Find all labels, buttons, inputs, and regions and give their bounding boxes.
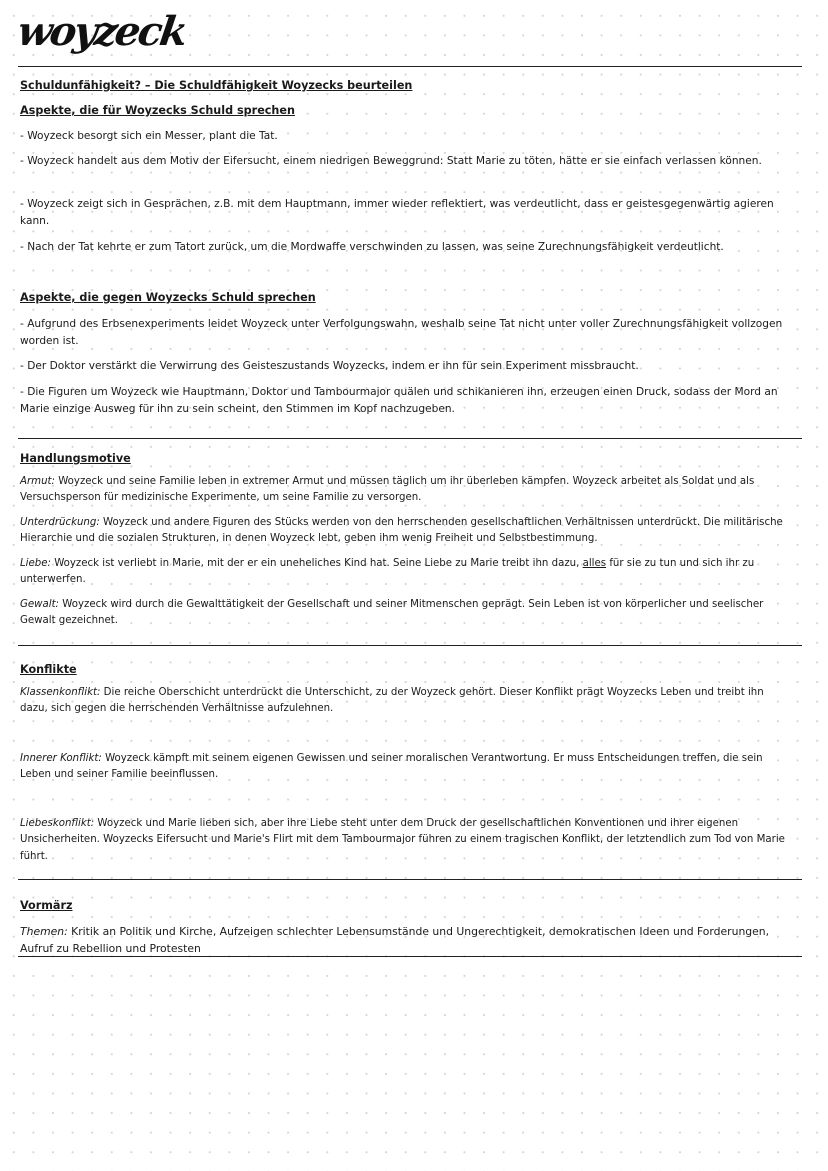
konflikt-label: Liebeskonflikt: bbox=[20, 818, 95, 829]
pro-aspects bbox=[20, 104, 786, 118]
contra-aspects bbox=[20, 291, 786, 305]
divider bbox=[18, 645, 802, 646]
contra-item: - Der Doktor verstärkt die Verwirrung des Geisteszustands Woyzecks, indem er ihn für sein Experiment missbraucht. bbox=[20, 360, 639, 372]
underlined-word: alles bbox=[582, 558, 607, 569]
vormaerz-themen: Themen: Kritik an Politik und Kirche, Aufzeigen schlechter Lebensumstände und Ungerechtigkeit, demokratischen Ideen und Forderungen, Aufruf zu Rebellion und Protesten bbox=[20, 925, 770, 955]
motiv-label: Unterdrückung: bbox=[20, 517, 100, 528]
divider bbox=[18, 956, 802, 957]
konflikt-label: Klassenkonflikt: bbox=[20, 687, 101, 698]
title-logo: woyzeck bbox=[14, 8, 189, 55]
vormaerz-heading: Vormärz bbox=[20, 899, 73, 912]
pro-item: - Nach der Tat kehrte er zum Tatort zurück, um die Mordwaffe verschwinden zu lassen, was seine Zurechnungsfähigkeit verdeutlicht. bbox=[20, 241, 724, 253]
motiv-label: Liebe: bbox=[20, 558, 51, 569]
konflikt-klassen: Klassenkonflikt: Die reiche Oberschicht unterdrückt die Unterschicht, zu der Woyzeck gehört. Dieser Konflikt prägt Woyzecks Leben und treibt ihn dazu, sich gegen die herrschenden Verhältnisse aufzulehnen. bbox=[20, 687, 764, 715]
motiv-label: Armut: bbox=[20, 476, 55, 487]
motive-heading: Handlungsmotive bbox=[20, 452, 131, 465]
contra-heading: Aspekte, die gegen Woyzecks Schuld sprechen bbox=[20, 291, 316, 304]
themen-label: Themen: bbox=[20, 925, 68, 938]
contra-item: - Aufgrund des Erbsenexperiments leidet Woyzeck unter Verfolgungswahn, weshalb seine Tat nicht unter voller Zurechnungsfähigkeit vollzogen worden ist. bbox=[20, 318, 783, 347]
motiv-unterdrueckung: Unterdrückung: Woyzeck und andere Figuren des Stücks werden von den herrschenden gesellschaftlichen Verhältnissen unterdrückt. Die militärische Hierarchie und die sozialen Strukturen, in denen Woyzeck lebt, geben ihm wenig Freiheit und Selbstbestimmung. bbox=[20, 517, 783, 545]
divider bbox=[18, 66, 802, 67]
motiv-gewalt: Gewalt: Woyzeck wird durch die Gewalttätigkeit der Gesellschaft und seiner Mitmenschen geprägt. Sein Leben ist von körperlicher und seelischer Gewalt gezeichnet. bbox=[20, 599, 764, 627]
motiv-armut: Armut: Woyzeck und seine Familie leben in extremer Armut und müssen täglich um ihr überleben kämpfen. Woyzeck arbeitet als Soldat und als Versuchsperson für medizinische Experimente, um seine Familie zu versorgen. bbox=[20, 476, 755, 504]
motiv-liebe: Liebe: Woyzeck ist verliebt in Marie, mit der er ein uneheliches Kind hat. Seine Liebe zu Marie treibt ihn dazu, alles für sie zu tun und sich ihr zu unterwerfen. bbox=[20, 558, 755, 586]
contra-item: - Die Figuren um Woyzeck wie Hauptmann, Doktor und Tambourmajor quälen und schikanieren ihn, erzeugen einen Druck, sodass der Mord an Marie einzige Ausweg für ihn zu sein scheint, den Stimmen im Kopf nachzugeben. bbox=[20, 386, 778, 415]
konflikte-heading: Konflikte bbox=[20, 663, 77, 676]
pro-item: - Woyzeck handelt aus dem Motiv der Eifersucht, einem niedrigen Beweggrund: Statt Marie zu töten, hätte er sie einfach verlassen können. bbox=[20, 155, 762, 167]
konflikt-innerer: Innerer Konflikt: Woyzeck kämpft mit seinem eigenen Gewissen und seiner moralischen Verantwortung. Er muss Entscheidungen treffen, die sein Leben und seiner Familie beeinflussen. bbox=[20, 753, 763, 781]
divider bbox=[18, 438, 802, 439]
pro-item: - Woyzeck zeigt sich in Gesprächen, z.B. mit dem Hauptmann, immer wieder reflektiert, was verdeutlicht, dass er geistesgegenwärtig agieren kann. bbox=[20, 198, 774, 227]
pro-item: - Woyzeck besorgt sich ein Messer, plant die Tat. bbox=[20, 130, 278, 142]
pro-heading: Aspekte, die für Woyzecks Schuld sprechen bbox=[20, 104, 295, 117]
section-vormaerz bbox=[20, 899, 786, 913]
motiv-label: Gewalt: bbox=[20, 599, 59, 610]
konflikt-label: Innerer Konflikt: bbox=[20, 753, 102, 764]
section-schuldfaehigkeit bbox=[20, 79, 786, 93]
section-konflikte bbox=[20, 663, 786, 677]
section-title: Schuldunfähigkeit? – Die Schuldfähigkeit Woyzecks beurteilen bbox=[20, 79, 413, 92]
divider bbox=[18, 879, 802, 880]
konflikt-liebe: Liebeskonflikt: Woyzeck und Marie lieben sich, aber ihre Liebe steht unter dem Druck der gesellschaftlichen Konventionen und ihrer eigenen Unsicherheiten. Woyzecks Eifersucht und Marie's Flirt mit dem Tambourmajor führen zu einem tragischen Konflikt, der letztendlich zum Tod von Marie führt. bbox=[20, 818, 785, 862]
section-handlungsmotive bbox=[20, 452, 786, 466]
